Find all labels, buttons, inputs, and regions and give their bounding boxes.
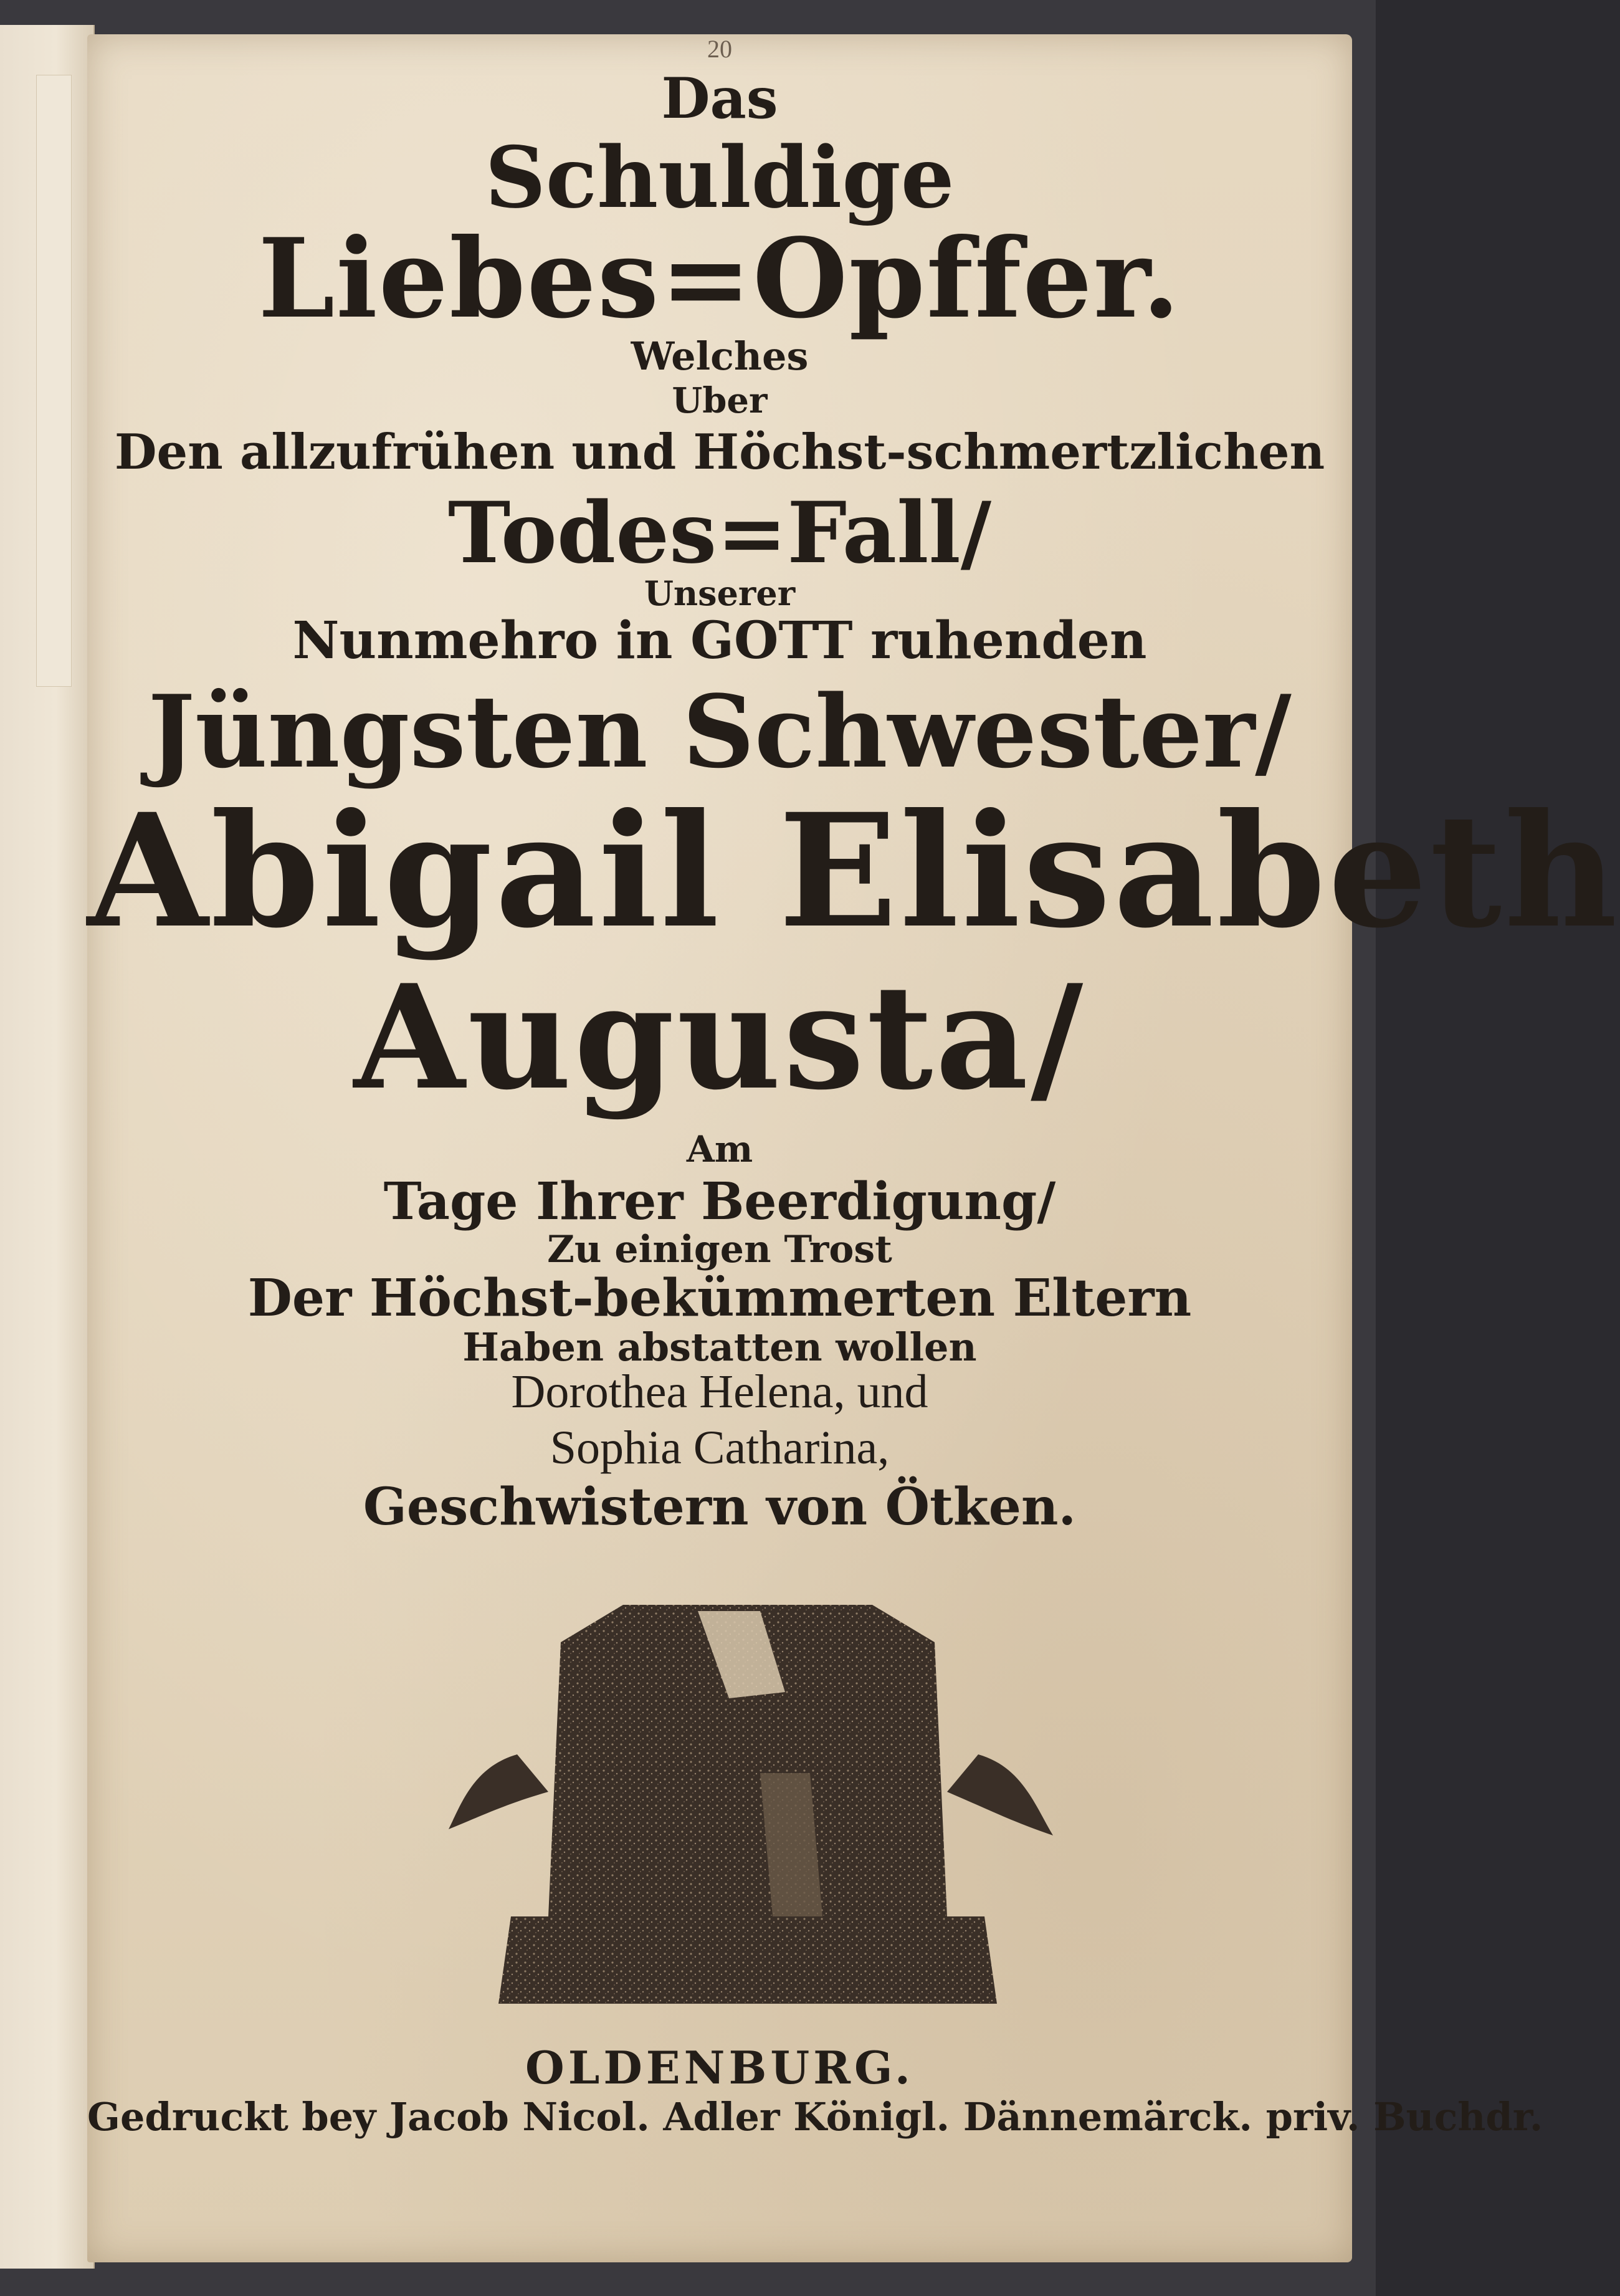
title-line-das: Das <box>661 65 778 132</box>
title-line-sophia: Sophia Catharina, <box>550 1422 890 1474</box>
title-line-tage: Tage Ihrer Beerdigung/ <box>383 1172 1056 1232</box>
title-line-zu-einigen-trost: Zu einigen Trost <box>547 1228 892 1271</box>
title-page <box>87 34 1620 2262</box>
title-line-nunmehro: Nunmehro in GOTT ruhenden <box>292 611 1147 671</box>
previous-page-edge <box>0 25 95 2269</box>
title-line-uber: Uber <box>672 380 768 421</box>
woodcut-left-leaf <box>449 1754 548 1829</box>
title-line-der-eltern: Der Höchst-bekümmerten Eltern <box>247 1268 1192 1328</box>
imprint-printer: Gedruckt bey Jacob Nicol. Adler Königl. Dännemärck. priv. Buchdr. <box>87 2094 1543 2140</box>
title-line-schuldige: Schuldige <box>485 128 955 227</box>
page-number: 20 <box>707 35 732 63</box>
woodcut-ornament <box>436 1567 1059 2016</box>
title-line-augusta: Augusta/ <box>353 954 1086 1122</box>
imprint-place: OLDENBURG. <box>525 2041 914 2094</box>
title-line-geschwistern: Geschwistern von Ötken. <box>363 1477 1077 1537</box>
title-line-liebes-opffer: Liebes=Opffer. <box>258 215 1181 343</box>
title-line-den-allzufruhen: Den allzufrühen und Höchst-schmertzlichen <box>114 424 1325 481</box>
title-line-dorothea: Dorothea Helena, und <box>511 1366 928 1418</box>
title-line-jungsten-schwester: Jüngsten Schwester/ <box>148 673 1292 790</box>
title-line-welches: Welches <box>631 333 809 379</box>
title-line-abigail-elisabeth: Abigail Elisabeth <box>87 779 1620 962</box>
title-line-am: Am <box>686 1128 753 1170</box>
title-line-unserer: Unserer <box>644 573 796 613</box>
title-line-todes-fall: Todes=Fall/ <box>447 483 992 582</box>
title-line-haben: Haben abstatten wollen <box>462 1324 977 1370</box>
woodcut-right-leaf <box>947 1754 1053 1835</box>
woodcut-base <box>498 1916 997 2004</box>
paper-tab <box>36 75 72 687</box>
